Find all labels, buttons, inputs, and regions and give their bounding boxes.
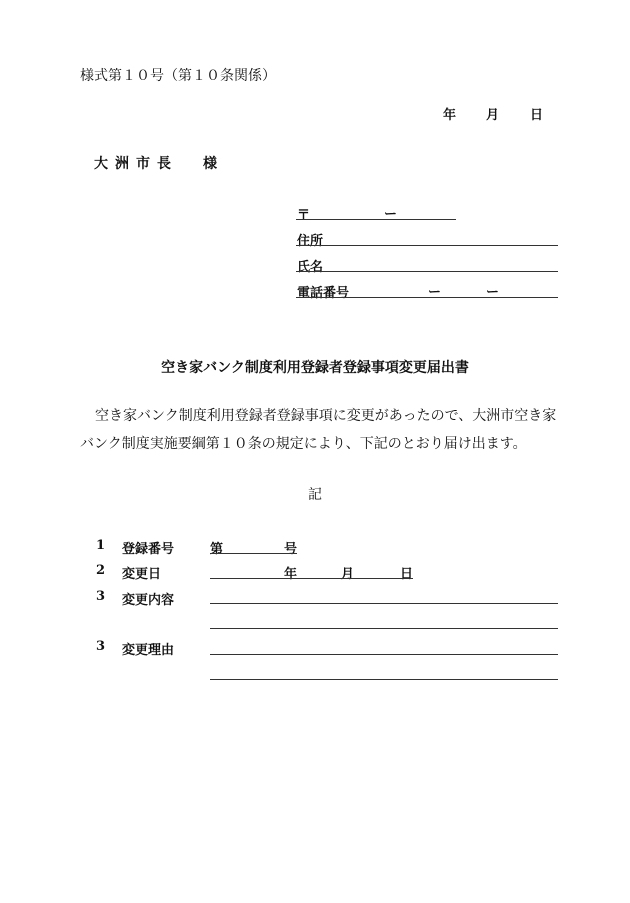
ki-heading: 記 xyxy=(308,487,322,503)
item-2-label: 変更日 xyxy=(122,567,162,582)
item-1-label: 登録番号 xyxy=(122,542,175,557)
item-4-number: 3 xyxy=(96,639,106,654)
address-label: 住所 xyxy=(297,234,324,249)
item-2-year: 年 xyxy=(284,567,298,582)
form-number: 様式第１０号（第１０条関係） xyxy=(80,68,276,84)
item-1-suffix: 号 xyxy=(284,542,298,557)
addressee-name: 大洲市長 xyxy=(94,156,178,172)
phone-line[interactable] xyxy=(296,297,558,298)
document-title: 空き家バンク制度利用登録者登録事項変更届出書 xyxy=(161,360,469,376)
item-3-label: 変更内容 xyxy=(122,593,175,608)
date-month: 月 xyxy=(486,108,500,123)
date-year: 年 xyxy=(443,108,457,123)
change-date-line[interactable] xyxy=(210,578,413,579)
change-content-line-2[interactable] xyxy=(210,628,558,629)
name-line[interactable] xyxy=(296,271,558,272)
change-content-line-1[interactable] xyxy=(210,603,558,604)
address-line[interactable] xyxy=(296,245,558,246)
item-2-number: 2 xyxy=(96,563,106,578)
change-reason-line-2[interactable] xyxy=(210,679,558,680)
name-label: 氏名 xyxy=(297,260,324,275)
item-3-number: 3 xyxy=(96,589,106,604)
item-2-day: 日 xyxy=(400,567,414,582)
change-reason-line-1[interactable] xyxy=(210,654,558,655)
phone-dash-1: ー xyxy=(428,285,442,300)
body-text: 空き家バンク制度利用登録者登録事項に変更があったので、大洲市空き家バンク制度実施要綱第１０条の規定により、下記のとおり届け出ます。 xyxy=(80,408,557,452)
date-day: 日 xyxy=(530,108,544,123)
phone-label: 電話番号 xyxy=(297,286,350,301)
postal-mark: 〒 xyxy=(297,208,311,223)
addressee-honorific: 様 xyxy=(203,156,217,172)
body-paragraph xyxy=(80,402,560,458)
registration-number-line[interactable] xyxy=(210,553,297,554)
phone-dash-2: ー xyxy=(486,285,500,300)
item-1-number: 1 xyxy=(96,538,106,553)
item-2-month: 月 xyxy=(341,567,355,582)
postal-code-line[interactable] xyxy=(296,219,456,220)
item-1-prefix: 第 xyxy=(210,542,224,557)
postal-dash: ー xyxy=(384,207,398,222)
item-4-label: 変更理由 xyxy=(122,643,175,658)
